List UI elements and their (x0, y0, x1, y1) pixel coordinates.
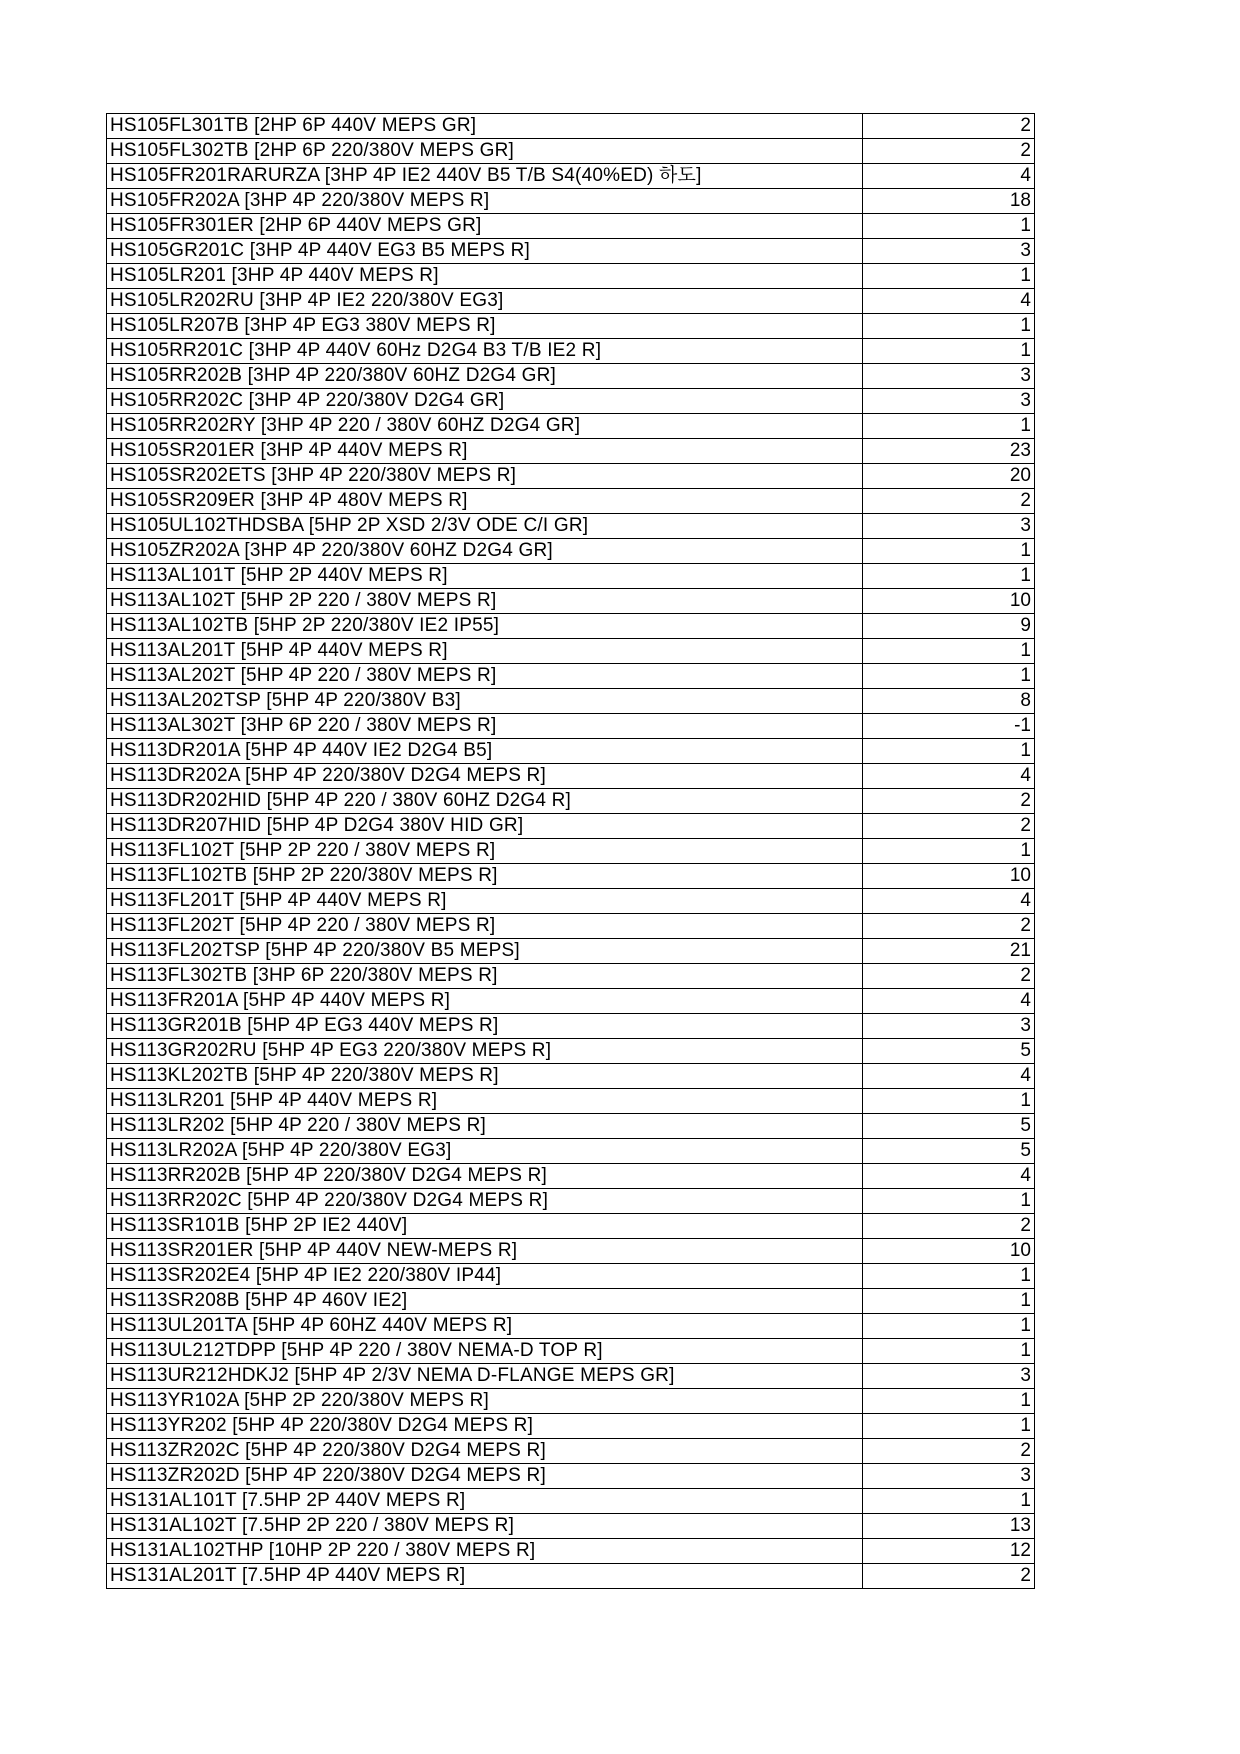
product-description-cell: HS113FR201A [5HP 4P 440V MEPS R] (107, 989, 863, 1014)
product-description-cell: HS105SR202ETS [3HP 4P 220/380V MEPS R] (107, 464, 863, 489)
table-row (107, 1439, 1035, 1464)
product-description-cell: HS113GR201B [5HP 4P EG3 440V MEPS R] (107, 1014, 863, 1039)
product-description-cell: HS113AL202T [5HP 4P 220 / 380V MEPS R] (107, 664, 863, 689)
quantity-cell: 21 (863, 939, 1035, 964)
table-row (107, 564, 1035, 589)
table-row (107, 364, 1035, 389)
quantity-cell: 1 (863, 739, 1035, 764)
table-row (107, 1489, 1035, 1514)
product-description-cell: HS105RR202RY [3HP 4P 220 / 380V 60HZ D2G4 GR] (107, 414, 863, 439)
table-row (107, 1064, 1035, 1089)
quantity-cell: 2 (863, 139, 1035, 164)
table-row (107, 789, 1035, 814)
product-description-cell: HS113FL202TSP [5HP 4P 220/380V B5 MEPS] (107, 939, 863, 964)
table-row (107, 139, 1035, 164)
table-row (107, 964, 1035, 989)
product-description-cell: HS105FR201RARURZA [3HP 4P IE2 440V B5 T/B S4(40%ED) 하도] (107, 164, 863, 189)
product-description-cell: HS131AL201T [7.5HP 4P 440V MEPS R] (107, 1564, 863, 1589)
product-description-cell: HS113AL302T [3HP 6P 220 / 380V MEPS R] (107, 714, 863, 739)
quantity-cell: 1 (863, 639, 1035, 664)
table-row (107, 1339, 1035, 1364)
table-row (107, 439, 1035, 464)
table-row (107, 1189, 1035, 1214)
quantity-cell: 4 (863, 1164, 1035, 1189)
quantity-cell: 2 (863, 1439, 1035, 1464)
quantity-cell: 13 (863, 1514, 1035, 1539)
quantity-cell: 4 (863, 164, 1035, 189)
table-row (107, 314, 1035, 339)
table-row (107, 939, 1035, 964)
quantity-cell: 1 (863, 264, 1035, 289)
table-row (107, 1264, 1035, 1289)
quantity-cell: 18 (863, 189, 1035, 214)
product-description-cell: HS113UL212TDPP [5HP 4P 220 / 380V NEMA-D TOP R] (107, 1339, 863, 1364)
table-row (107, 1089, 1035, 1114)
quantity-cell: 2 (863, 914, 1035, 939)
quantity-cell: 1 (863, 539, 1035, 564)
quantity-cell: 9 (863, 614, 1035, 639)
product-description-cell: HS113DR202HID [5HP 4P 220 / 380V 60HZ D2G4 R] (107, 789, 863, 814)
product-description-cell: HS113SR201ER [5HP 4P 440V NEW-MEPS R] (107, 1239, 863, 1264)
table-row (107, 1014, 1035, 1039)
product-description-cell: HS113FL102TB [5HP 2P 220/380V MEPS R] (107, 864, 863, 889)
product-description-cell: HS113DR202A [5HP 4P 220/380V D2G4 MEPS R] (107, 764, 863, 789)
table-row (107, 1039, 1035, 1064)
quantity-cell: 4 (863, 989, 1035, 1014)
quantity-cell: 2 (863, 964, 1035, 989)
table-row (107, 739, 1035, 764)
table-row (107, 589, 1035, 614)
quantity-cell: 4 (863, 1064, 1035, 1089)
table-row (107, 1539, 1035, 1564)
quantity-cell: 10 (863, 589, 1035, 614)
product-description-cell: HS105LR207B [3HP 4P EG3 380V MEPS R] (107, 314, 863, 339)
product-description-cell: HS113YR202 [5HP 4P 220/380V D2G4 MEPS R] (107, 1414, 863, 1439)
quantity-cell: 5 (863, 1114, 1035, 1139)
quantity-cell: 1 (863, 1389, 1035, 1414)
quantity-cell: 3 (863, 389, 1035, 414)
table-row (107, 414, 1035, 439)
table-row (107, 689, 1035, 714)
table-row (107, 714, 1035, 739)
quantity-cell: 1 (863, 214, 1035, 239)
quantity-cell: 2 (863, 114, 1035, 139)
quantity-cell: 1 (863, 339, 1035, 364)
table-row (107, 614, 1035, 639)
quantity-cell: 8 (863, 689, 1035, 714)
quantity-cell: 3 (863, 1364, 1035, 1389)
product-description-cell: HS105ZR202A [3HP 4P 220/380V 60HZ D2G4 GR] (107, 539, 863, 564)
product-description-cell: HS105FL301TB [2HP 6P 440V MEPS GR] (107, 114, 863, 139)
product-description-cell: HS113KL202TB [5HP 4P 220/380V MEPS R] (107, 1064, 863, 1089)
table-row (107, 264, 1035, 289)
table-row (107, 914, 1035, 939)
table-row (107, 664, 1035, 689)
product-description-cell: HS113FL201T [5HP 4P 440V MEPS R] (107, 889, 863, 914)
quantity-cell: 1 (863, 1264, 1035, 1289)
table-row (107, 164, 1035, 189)
table-row (107, 239, 1035, 264)
product-description-cell: HS105RR202B [3HP 4P 220/380V 60HZ D2G4 GR] (107, 364, 863, 389)
product-description-cell: HS113FL302TB [3HP 6P 220/380V MEPS R] (107, 964, 863, 989)
quantity-cell: 3 (863, 1014, 1035, 1039)
product-description-cell: HS113DR201A [5HP 4P 440V IE2 D2G4 B5] (107, 739, 863, 764)
inventory-table (106, 113, 1035, 1589)
table-row (107, 514, 1035, 539)
product-description-cell: HS131AL102THP [10HP 2P 220 / 380V MEPS R] (107, 1539, 863, 1564)
quantity-cell: 1 (863, 1089, 1035, 1114)
product-description-cell: HS113UL201TA [5HP 4P 60HZ 440V MEPS R] (107, 1314, 863, 1339)
quantity-cell: 10 (863, 864, 1035, 889)
quantity-cell: 4 (863, 764, 1035, 789)
quantity-cell: 3 (863, 364, 1035, 389)
product-description-cell: HS113FL202T [5HP 4P 220 / 380V MEPS R] (107, 914, 863, 939)
product-description-cell: HS113AL101T [5HP 2P 440V MEPS R] (107, 564, 863, 589)
product-description-cell: HS105SR201ER [3HP 4P 440V MEPS R] (107, 439, 863, 464)
product-description-cell: HS105SR209ER [3HP 4P 480V MEPS R] (107, 489, 863, 514)
quantity-cell: 3 (863, 239, 1035, 264)
quantity-cell: 1 (863, 1489, 1035, 1514)
quantity-cell: 2 (863, 1214, 1035, 1239)
quantity-cell: 4 (863, 289, 1035, 314)
quantity-cell: 3 (863, 514, 1035, 539)
quantity-cell: 2 (863, 814, 1035, 839)
quantity-cell: -1 (863, 714, 1035, 739)
table-row (107, 1514, 1035, 1539)
product-description-cell: HS113SR101B [5HP 2P IE2 440V] (107, 1214, 863, 1239)
table-row (107, 539, 1035, 564)
product-description-cell: HS113YR102A [5HP 2P 220/380V MEPS R] (107, 1389, 863, 1414)
table-row (107, 639, 1035, 664)
table-row (107, 214, 1035, 239)
product-description-cell: HS113SR208B [5HP 4P 460V IE2] (107, 1289, 863, 1314)
quantity-cell: 5 (863, 1139, 1035, 1164)
product-description-cell: HS113LR202 [5HP 4P 220 / 380V MEPS R] (107, 1114, 863, 1139)
quantity-cell: 12 (863, 1539, 1035, 1564)
quantity-cell: 20 (863, 464, 1035, 489)
table-row (107, 189, 1035, 214)
table-row (107, 1414, 1035, 1439)
quantity-cell: 1 (863, 414, 1035, 439)
table-row (107, 1164, 1035, 1189)
quantity-cell: 1 (863, 1339, 1035, 1364)
product-description-cell: HS113AL201T [5HP 4P 440V MEPS R] (107, 639, 863, 664)
table-row (107, 1364, 1035, 1389)
table-row (107, 114, 1035, 139)
table-row (107, 889, 1035, 914)
table-row (107, 1289, 1035, 1314)
quantity-cell: 1 (863, 664, 1035, 689)
product-description-cell: HS131AL102T [7.5HP 2P 220 / 380V MEPS R] (107, 1514, 863, 1539)
table-row (107, 1114, 1035, 1139)
product-description-cell: HS105LR202RU [3HP 4P IE2 220/380V EG3] (107, 289, 863, 314)
quantity-cell: 3 (863, 1464, 1035, 1489)
product-description-cell: HS113AL102T [5HP 2P 220 / 380V MEPS R] (107, 589, 863, 614)
table-row (107, 1139, 1035, 1164)
quantity-cell: 1 (863, 1189, 1035, 1214)
table-row (107, 389, 1035, 414)
product-description-cell: HS113AL102TB [5HP 2P 220/380V IE2 IP55] (107, 614, 863, 639)
product-description-cell: HS113DR207HID [5HP 4P D2G4 380V HID GR] (107, 814, 863, 839)
product-description-cell: HS113ZR202D [5HP 4P 220/380V D2G4 MEPS R] (107, 1464, 863, 1489)
product-description-cell: HS105FR202A [3HP 4P 220/380V MEPS R] (107, 189, 863, 214)
table-row (107, 464, 1035, 489)
product-description-cell: HS113LR202A [5HP 4P 220/380V EG3] (107, 1139, 863, 1164)
product-description-cell: HS113LR201 [5HP 4P 440V MEPS R] (107, 1089, 863, 1114)
quantity-cell: 23 (863, 439, 1035, 464)
quantity-cell: 1 (863, 1314, 1035, 1339)
quantity-cell: 1 (863, 1289, 1035, 1314)
product-description-cell: HS105RR202C [3HP 4P 220/380V D2G4 GR] (107, 389, 863, 414)
quantity-cell: 10 (863, 1239, 1035, 1264)
table-row (107, 289, 1035, 314)
product-description-cell: HS113ZR202C [5HP 4P 220/380V D2G4 MEPS R] (107, 1439, 863, 1464)
inventory-table-body (107, 114, 1035, 1589)
quantity-cell: 1 (863, 839, 1035, 864)
table-row (107, 764, 1035, 789)
product-description-cell: HS105LR201 [3HP 4P 440V MEPS R] (107, 264, 863, 289)
table-row (107, 864, 1035, 889)
table-row (107, 1214, 1035, 1239)
quantity-cell: 2 (863, 1564, 1035, 1589)
quantity-cell: 5 (863, 1039, 1035, 1064)
quantity-cell: 2 (863, 789, 1035, 814)
product-description-cell: HS105RR201C [3HP 4P 440V 60Hz D2G4 B3 T/B IE2 R] (107, 339, 863, 364)
product-description-cell: HS105GR201C [3HP 4P 440V EG3 B5 MEPS R] (107, 239, 863, 264)
table-row (107, 1464, 1035, 1489)
quantity-cell: 1 (863, 1414, 1035, 1439)
table-row (107, 489, 1035, 514)
quantity-cell: 4 (863, 889, 1035, 914)
table-row (107, 1239, 1035, 1264)
table-row (107, 1314, 1035, 1339)
product-description-cell: HS113AL202TSP [5HP 4P 220/380V B3] (107, 689, 863, 714)
quantity-cell: 1 (863, 314, 1035, 339)
quantity-cell: 1 (863, 564, 1035, 589)
table-row (107, 1564, 1035, 1589)
quantity-cell: 2 (863, 489, 1035, 514)
product-description-cell: HS113RR202B [5HP 4P 220/380V D2G4 MEPS R] (107, 1164, 863, 1189)
table-row (107, 339, 1035, 364)
product-description-cell: HS131AL101T [7.5HP 2P 440V MEPS R] (107, 1489, 863, 1514)
table-row (107, 814, 1035, 839)
product-description-cell: HS113UR212HDKJ2 [5HP 4P 2/3V NEMA D-FLANGE MEPS GR] (107, 1364, 863, 1389)
product-description-cell: HS113RR202C [5HP 4P 220/380V D2G4 MEPS R] (107, 1189, 863, 1214)
table-row (107, 989, 1035, 1014)
table-row (107, 839, 1035, 864)
product-description-cell: HS113FL102T [5HP 2P 220 / 380V MEPS R] (107, 839, 863, 864)
product-description-cell: HS105FL302TB [2HP 6P 220/380V MEPS GR] (107, 139, 863, 164)
product-description-cell: HS105UL102THDSBA [5HP 2P XSD 2/3V ODE C/I GR] (107, 514, 863, 539)
product-description-cell: HS113GR202RU [5HP 4P EG3 220/380V MEPS R] (107, 1039, 863, 1064)
table-row (107, 1389, 1035, 1414)
product-description-cell: HS113SR202E4 [5HP 4P IE2 220/380V IP44] (107, 1264, 863, 1289)
product-description-cell: HS105FR301ER [2HP 6P 440V MEPS GR] (107, 214, 863, 239)
